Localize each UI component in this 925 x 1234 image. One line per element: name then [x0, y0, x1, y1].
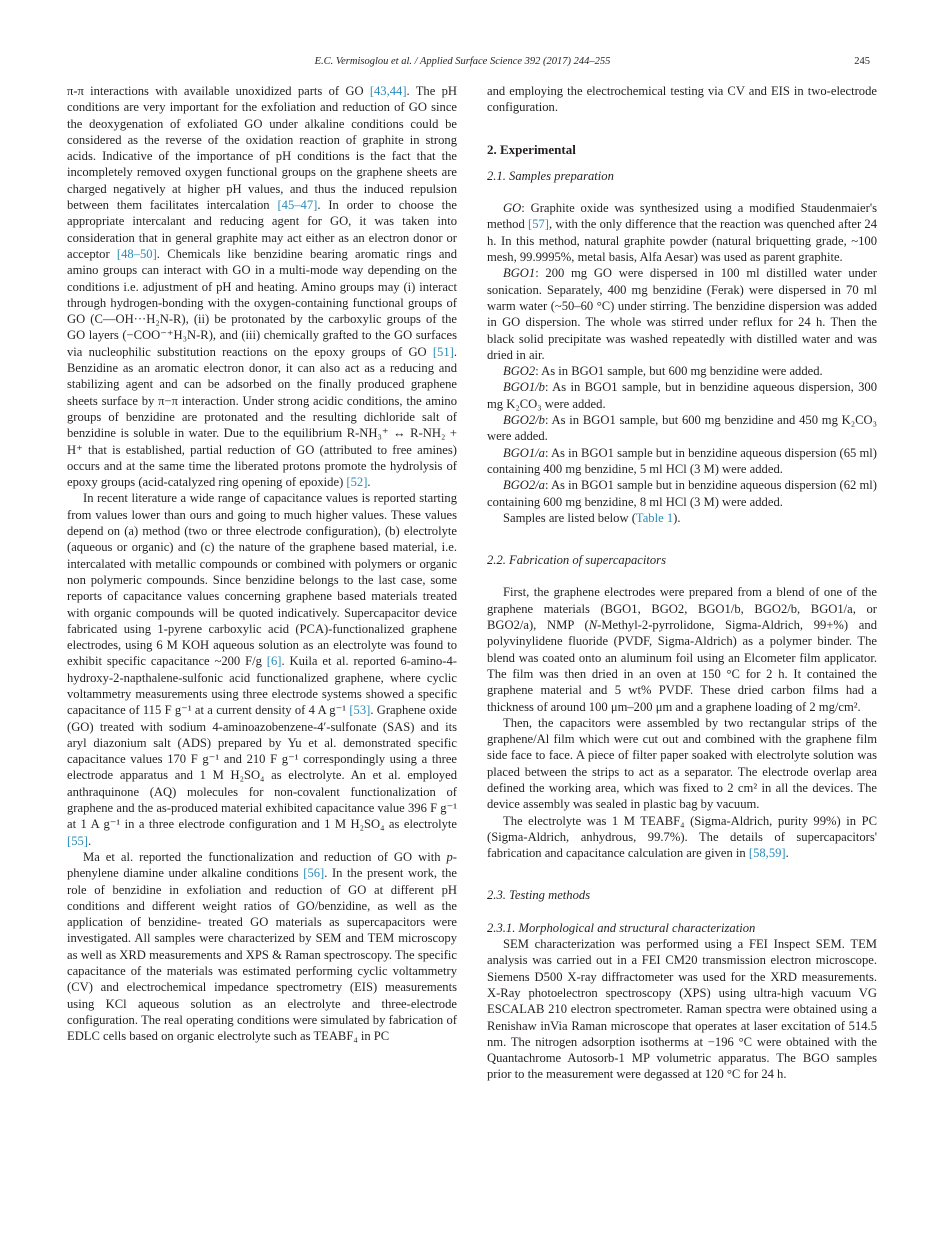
citation-link[interactable]: [57]	[528, 217, 549, 232]
sample-label: GO	[503, 201, 522, 216]
paragraph	[487, 200, 877, 265]
citation-link[interactable]: [55]	[67, 833, 88, 848]
citation-link[interactable]: [51]	[432, 344, 454, 359]
paragraph	[67, 83, 457, 490]
citation-link[interactable]: [45–47]	[277, 198, 318, 213]
text: -phenylene diamine under alkaline conditions	[67, 849, 457, 881]
page-number: 245	[854, 56, 870, 67]
text: ).	[673, 510, 681, 525]
paragraph	[487, 477, 877, 510]
left-column	[67, 83, 457, 1045]
sample-label: BGO2/b	[503, 413, 545, 428]
sample-label: BGO2/a	[503, 478, 545, 493]
text: : Graphite oxide was synthesized using a modified Staudenmaier's method	[487, 201, 877, 232]
text: : 200 mg GO were dispersed in 100 ml distilled water under sonication. Separately, 400 mg benzidine (Ferak) were dispersed in 70 ml warm water (~50–60 °C) under stirring. The benzidine dispersion was added in GO dispersion. The whole was stirred under reflux for 24 h. Then the black solid precipitate was washed repeatedly with distilled water and was dried in air.	[487, 266, 877, 362]
citation-link[interactable]: [56]	[303, 866, 325, 881]
text: Samples are listed below (	[503, 510, 636, 525]
section-heading: 2. Experimental	[487, 141, 576, 157]
paragraph	[487, 445, 877, 478]
text: .	[785, 846, 789, 861]
text: . In order to choose the appropriate intercalant and reducing agent for GO, it was taken into consideration that in general graphite may act either as an electron donor or acceptor	[67, 198, 457, 261]
citation-link[interactable]: [58,59]	[748, 846, 786, 861]
sample-label: BGO1/a	[503, 445, 545, 460]
text: p	[446, 849, 453, 864]
text: : As in BGO1 sample, but 600 mg benzidine were added.	[535, 364, 823, 379]
text: . Kuila et al. reported 6-amino-4-hydroxy-2-napthalene-sulfonic acid functionalized graphene, where cyclic voltammetry measurements using three electrode systems showed a specific capacitance of 115 F g⁻¹ at a current density of 4 A g⁻¹	[67, 654, 457, 718]
subsubsection-heading: 2.3.1. Morphological and structural characterization	[487, 920, 756, 935]
text: . Chemicals like benzidine bearing aromatic rings and amino groups can interact with GO in a multi-mode way depending on the conditions i.e. adjustment of pH and heating. Amino groups may (i) interact through hydrogen-bonding with the oxygen-containing functional groups of GO (C—OH···H₂N-R), (ii) be protonated by the carboxylic groups of the GO layers (−COO⁻⁺H₃N-R), and (iii) chemically grafted to the GO surfaces via nucleophilic substitution reactions on the epoxy groups of GO	[67, 246, 458, 359]
text: . The pH conditions are very important for the exfoliation and reduction of GO since the deoxygenation of exfoliated GO under alkaline conditions could be considered as the reverse of the oxidation reaction of graphite in strong acids. Indicative of the importance of pH conditions is the fact that the incompletely removed oxygen functional groups on the graphene sheets are charged negatively at higher pH values, and thus the induced repulsion between them facilitates intercalation	[67, 84, 457, 213]
paragraph: SEM characterization was performed using a FEI Inspect SEM. TEM analysis was carried out in a FEI CM20 transmission electron microscope. Siemens D500 X-ray diffractometer was used for the XRD measurements. X-Ray photoelectron spectroscopy (XPS) using ultra-high vacuum VG ESCALAB 210 electron spectrometer. Raman spectra were obtained using a Renishaw inVia Raman microscope that operates at laser excitation of 514.5 nm. The nitrogen adsorption isotherms at −196 °C were obtained with the Quantachrome Autosorb-1 MP volumetric apparatus. The BGO samples prior to the measurement were degassed at 120 °C for 24 h.	[487, 937, 877, 1082]
text: Ma et al. reported the functionalization and reduction of GO with	[83, 849, 447, 864]
text: π-π interactions with available unoxidized parts of GO	[67, 84, 370, 98]
table-link[interactable]: Table 1	[635, 510, 674, 525]
text: : As in BGO1 sample, but 600 mg benzidine and 450 mg K₂CO₃ were added.	[487, 413, 877, 444]
paragraph	[487, 510, 877, 526]
text: . Graphene oxide (GO) treated with sodium 4-aminoazobenzene-4′-sulfonate (SAS) and its aryl diazonium salt (ADS) prepared by Yu et al. demonstrated specific capacitance values 170 F g⁻¹ and 210 F g⁻¹ correspondingly using a three electrode apparatus and 1 M H₂SO₄ as electrolyte. An et al. employed anthraquinone (AQ) molecules for non-covalent functionalization of graphene and the as-produced material exhibited capacitance value 396 F g⁻¹ at 1 A g⁻¹ in a three electrode configuration and 1 M H₂SO₄ as electrolyte	[67, 703, 458, 832]
text: : As in BGO1 sample but in benzidine aqueous dispersion (62 ml) containing 600 mg benzidine, 8 ml HCl (3 M) were added.	[487, 478, 877, 509]
text: .	[367, 475, 371, 490]
paragraph	[67, 849, 457, 1045]
text: . In the present work, the role of benzidine in exfoliation and reduction of GO at different pH conditions and different weight ratios of GO/benzidine, as well as the application of benzidine- treated GO materials as supercapacitors were investigated. All samples were characterized by SEM and TEM microscopy as well as XRD measurements and XPS & Raman spectroscopy. The specific capacitance of the materials was estimated performing cyclic voltammetry (CV) and electrochemical impedance spectrometry (EIS) measurements using KCl aqueous solution as an electrolyte and three-electrode configuration. The real operating conditions were simulated by fabrication of EDLC cells based on organic electrolyte such as TEABF₄ in PC	[67, 866, 457, 1044]
paragraph	[67, 490, 457, 849]
paragraph	[487, 584, 877, 714]
text: In recent literature a wide range of capacitance values is reported starting from values lower than ours and going to much higher values. These values depend on (a) method (two or three electrode configuration), (b) electrolyte (aqueous or organic) and (c) the nature of the graphene based material, i.e. intercalated with metallic compounds or combined with polymers or organic non polymeric compounds. Since benzidine belongs to the last case, some reports of capacitance values concerning graphene based materials treated with organic compounds will be quoted indicatively. Supercapacitor device fabricated using 1-pyrene carboxylic acid (PCA)-functionalized graphene electrodes, using 6 M KOH aqueous solution as an electrolyte was found to exhibit specific capacitance ~200 F/g	[67, 491, 457, 669]
paragraph	[487, 412, 877, 445]
text: : As in BGO1 sample, but in benzidine aqueous dispersion, 300 mg K₂CO₃ were added.	[487, 380, 877, 411]
paragraph	[487, 265, 877, 363]
paragraph	[487, 813, 877, 862]
text: .	[87, 833, 92, 848]
citation-link[interactable]: [43,44]	[369, 84, 407, 98]
text: The electrolyte was 1 M TEABF₄ (Sigma-Aldrich, purity 99%) in PC (Sigma-Aldrich, anhydrous, 99.7%). The details of supercapacitors' fabrication and capacitance calculation are given in	[487, 813, 877, 861]
subsection-heading: 2.2. Fabrication of supercapacitors	[487, 553, 666, 568]
sample-label: BGO1	[503, 266, 536, 281]
paragraph	[487, 363, 877, 379]
text: First, the graphene electrodes were prepared from a blend of one of the graphene materials (BGO1, BGO2, BGO1/b, BGO2/b, BGO1/a, or BGO2/a), NMP (	[487, 585, 877, 633]
citation-link[interactable]: [53]	[349, 703, 371, 718]
subsection-heading: 2.3. Testing methods	[487, 888, 591, 903]
right-column	[487, 83, 877, 1083]
sample-label: BGO2	[503, 364, 536, 379]
citation-link[interactable]: [48–50]	[116, 246, 157, 261]
paragraph	[487, 379, 877, 412]
running-header: E.C. Vermisoglou et al. / Applied Surface Science 392 (2017) 244–255	[314, 56, 611, 67]
citation-link[interactable]: [6]	[266, 654, 282, 669]
text: -Methyl-2-pyrrolidone, Sigma-Aldrich, 99+%) and polyvinylidene fluoride (PVDF, Sigma-Aldrich) as a polymer binder. The blend was coated onto an aluminum foil using an Elcometer film applicator. The film was then dried in an oven at 150 °C for 2 h. It contained the graphene material and 5 wt% PVDF. These dried carbon films had a thickness of around 100 μm–200 μm and a graphene loading of 2 mg/cm².	[487, 618, 877, 714]
citation-link[interactable]: [52]	[346, 475, 368, 490]
paragraph: and employing the electrochemical testing via CV and EIS in two-electrode configuration.	[487, 84, 877, 115]
paragraph: Then, the capacitors were assembled by two rectangular strips of the graphene/Al film which were cut out and combined with the graphene film side face to face. A piece of filter paper soaked with electrolyte solution was placed between the strips to act as a separator. The electrode overlap area defined the working area, which was fixed to 2 cm² in all the devices. The device assembly was sealed in plastic bag by vacuum.	[487, 715, 877, 812]
text: , with the only difference that the reaction was quenched after 24 h. In this method, natural graphite powder (natural briquetting grade, ~100 mesh, 99.9995%, metal basis, Alfa Aesar) was used as parent graphite.	[487, 217, 877, 265]
text: . Benzidine as an aromatic electron donor, it can also act as a reducing and stabilizing agent and can be adsorbed on the finally produced graphene sheets surface by π−π interaction. Under strong acidic conditions, the amino groups of benzidine are protonated and the resulting dichloride salt of benzidine is soluble in water. Due to the equilibrium R-NH₃⁺ ↔ R-NH₂ + H⁺ that is established, partial reduction of GO (attributed to free amines) occurs and at the same time the liberated protons promote the hydrolysis of epoxy groups (acid-catalyzed ring opening of epoxide)	[67, 344, 457, 490]
subsection-heading: 2.1. Samples preparation	[487, 168, 614, 183]
sample-label: BGO1/b	[503, 380, 545, 395]
text: N	[588, 618, 598, 633]
text: : As in BGO1 sample but in benzidine aqueous dispersion (65 ml) containing 400 mg benzidine, 5 ml HCl (3 M) were added.	[487, 445, 877, 476]
